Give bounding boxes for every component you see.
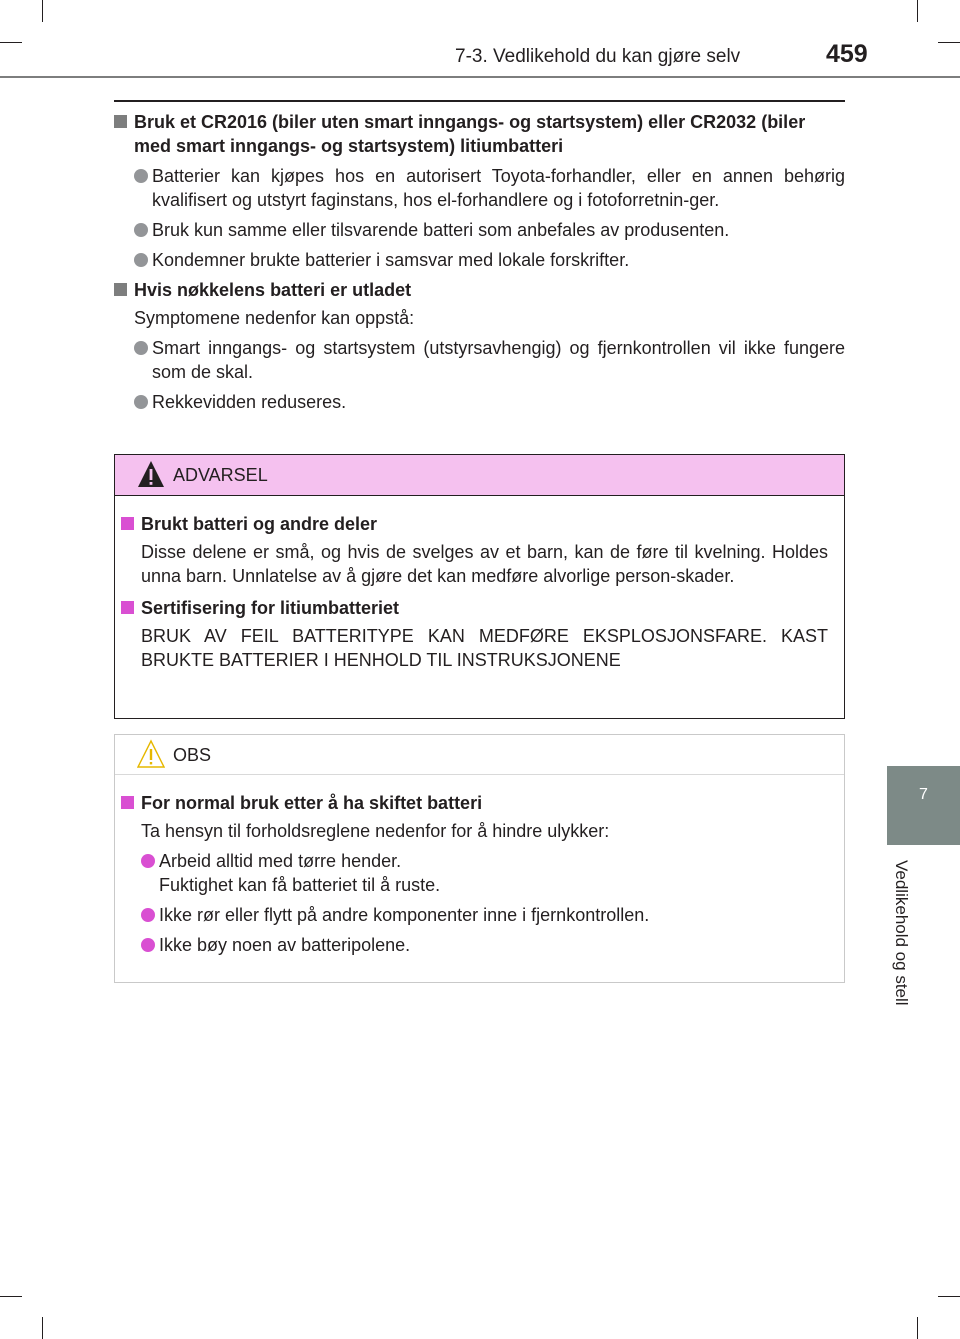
square-bullet-icon [121,517,134,530]
list-item: Smart inngangs- og startsystem (utstyrsavhengig) og fjernkontrollen vil ikke fungere som de skal. [114,336,845,384]
notice-label: OBS [173,745,212,765]
warning-triangle-icon [137,459,165,489]
section-heading-battery-depleted: Hvis nøkkelens batteri er utladet [114,278,845,302]
square-bullet-icon [121,796,134,809]
square-bullet-icon [121,601,134,614]
warning-box [114,454,845,719]
list-item: Ikke rør eller flytt på andre komponenter inne i fjernkontrollen. [121,903,828,927]
round-bullet-icon [134,395,148,409]
notice-box [114,734,845,983]
list-item: Kondemner brukte batterier i samsvar med lokale forskrifter. [114,248,845,272]
round-bullet-icon [134,253,148,267]
round-bullet-icon [134,169,148,183]
main-content [114,100,845,414]
warning-text-used-battery: Disse delene er små, og hvis de svelges av et barn, kan de føre til kvelning. Holdes unna barn. Unnlatelse av å gjøre det kan medføre alvorlige person-skader. [141,542,828,586]
chapter-tab[interactable] [887,766,960,845]
round-bullet-icon [141,938,155,952]
notice-intro: Ta hensyn til forholdsreglene nedenfor for å hindre ulykker: [141,821,610,841]
round-bullet-icon [141,854,155,868]
square-bullet-icon [114,283,127,296]
list-item: Bruk kun samme eller tilsvarende batteri som anbefales av produsenten. [114,218,845,242]
warning-text-certification: BRUK AV FEIL BATTERITYPE KAN MEDFØRE EKSPLOSJONSFARE. KAST BRUKTE BATTERIER I HENHOLD TIL INSTRUKSJONENE [141,626,828,670]
round-bullet-icon [141,908,155,922]
warning-heading-used-battery: Brukt batteri og andre deler [121,512,828,536]
round-bullet-icon [134,341,148,355]
header-section-title: 7-3. Vedlikehold du kan gjøre selv [455,46,741,67]
warning-heading-certification: Sertifisering for litiumbatteriet [121,596,828,620]
warning-label: ADVARSEL [173,465,268,485]
caution-triangle-icon [137,739,165,769]
list-item: Rekkevidden reduseres. [114,390,845,414]
page-number: 459 [826,40,868,68]
list-item: Ikke bøy noen av batteripolene. [121,933,828,957]
notice-heading: For normal bruk etter å ha skiftet batteri [121,791,828,815]
section-intro: Symptomene nedenfor kan oppstå: [134,308,415,328]
round-bullet-icon [134,223,148,237]
chapter-number: 7 [919,786,928,803]
square-bullet-icon [114,115,127,128]
warning-body [115,496,844,672]
warning-header [115,455,844,496]
list-item: Arbeid alltid med tørre hender. Fuktighet kan få batteriet til å ruste. [121,849,828,897]
chapter-label: Vedlikehold og stell [892,860,911,1006]
notice-header [115,735,844,775]
notice-body [115,775,844,957]
section-heading-battery-type: Bruk et CR2016 (biler uten smart inngangs- og startsystem) eller CR2032 (biler med smart inngangs- og startsystem) litiumbatteri [114,110,845,158]
header-rule [0,76,960,78]
content-top-rule [114,100,845,102]
list-item: Batterier kan kjøpes hos en autorisert Toyota-forhandler, eller en annen behørig kvalifisert og utstyrt faginstans, hos el-forhandlere og i fotoforretnin-ger. [114,164,845,212]
